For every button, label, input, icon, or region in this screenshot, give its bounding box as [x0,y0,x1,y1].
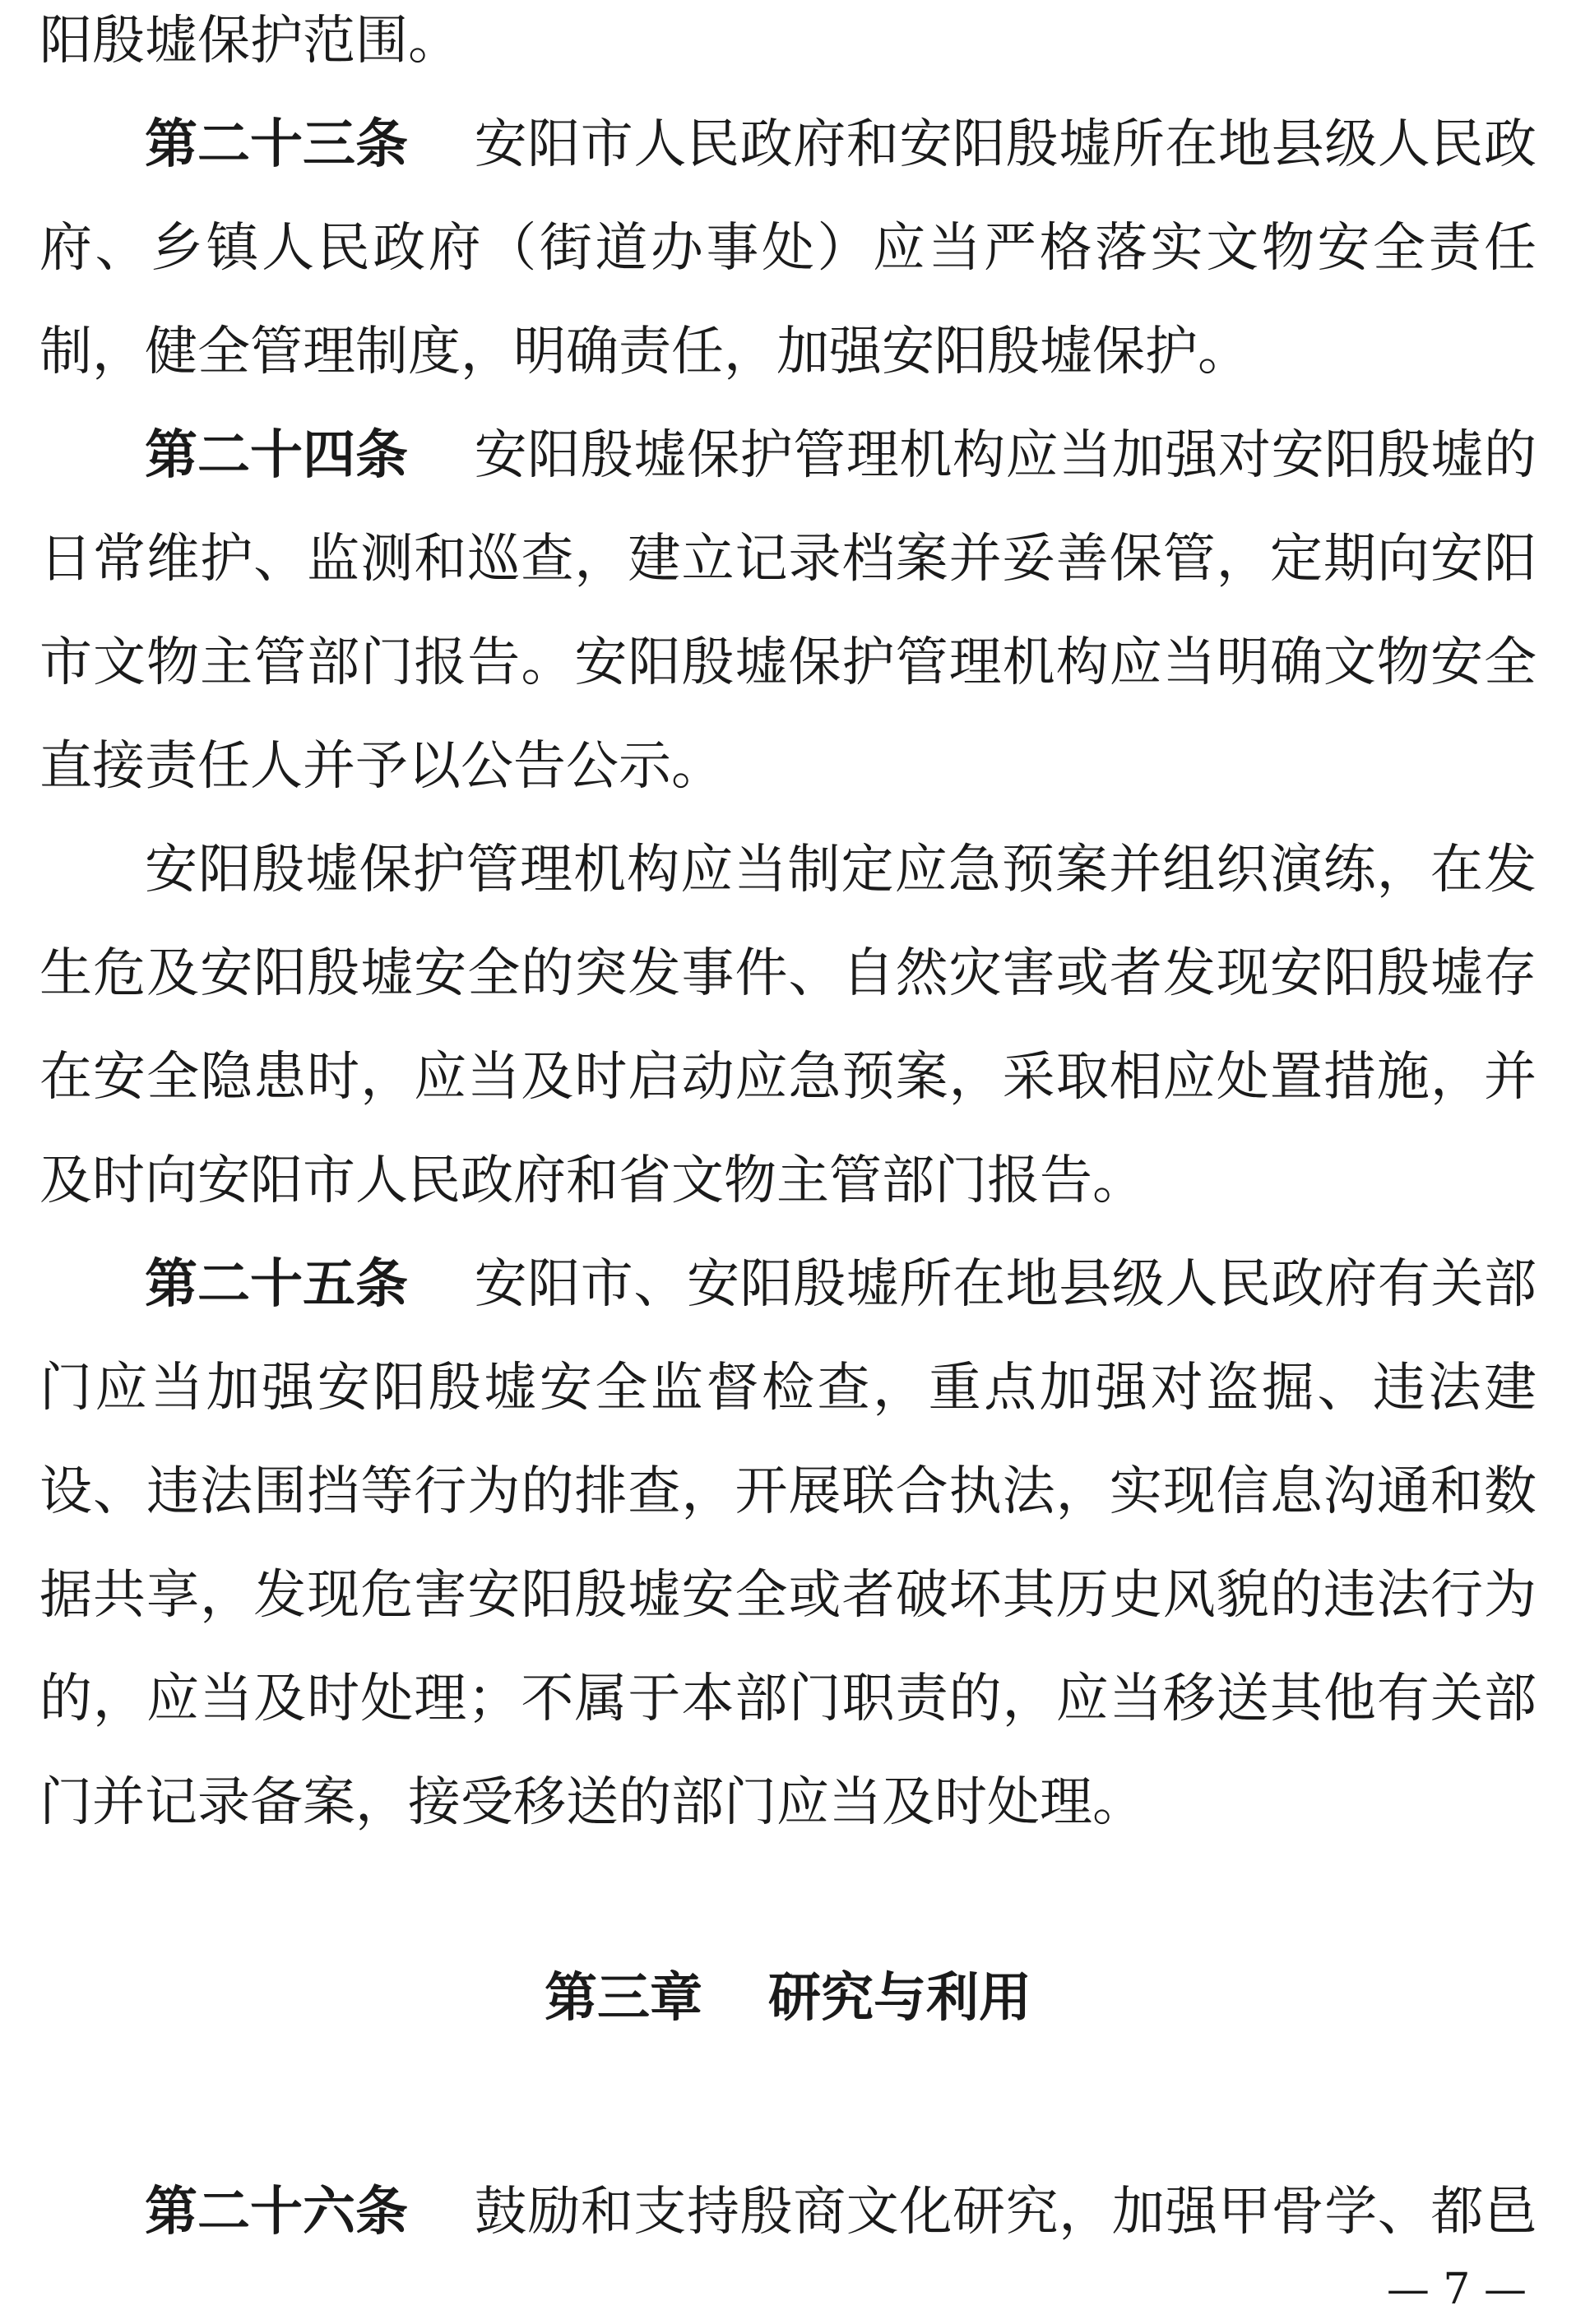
text-line-17: 的，应当及时处理；不属于本部门职责的，应当移送其他有关部 [39,1669,1537,1729]
chapter-number: 第三章 [545,1968,702,2029]
text-line-8: 直接责任人并予以公告公示。 [39,736,724,797]
article-23-text: 安阳市人民政府和安阳殷墟所在地县级人民政 [474,114,1537,175]
article-26-label: 第二十六条 [145,2182,408,2243]
article-23-first-line [145,104,1537,186]
article-24-first-line [145,414,1537,497]
text-line-10: 生危及安阳殷墟安全的突发事件、自然灾害或者发现安阳殷墟存 [39,943,1537,1004]
chapter-title: 研究与利用 [768,1968,1031,2029]
chapter-heading [0,1957,1576,2039]
article-24-text: 安阳殷墟保护管理机构应当加强对安阳殷墟的 [474,425,1537,486]
text-line-6: 日常维护、监测和巡查，建立记录档案并妥善保管，定期向安阳 [39,529,1537,590]
text-line-12: 及时向安阳市人民政府和省文物主管部门报告。 [39,1150,1145,1211]
article-25-first-line [145,1243,1537,1326]
text-line-3: 府、乡镇人民政府（街道办事处）应当严格落实文物安全责任 [39,218,1537,279]
article-25-text: 安阳市、安阳殷墟所在地县级人民政府有关部 [474,1254,1537,1315]
text-line-18: 门并记录备案，接受移送的部门应当及时处理。 [39,1772,1145,1833]
article-25-label: 第二十五条 [145,1254,408,1315]
article-23-label: 第二十三条 [145,114,408,175]
text-line-15: 设、违法围挡等行为的排查，开展联合执法，实现信息沟通和数 [39,1461,1537,1522]
text-line-16: 据共享，发现危害安阳殷墟安全或者破坏其历史风貌的违法行为 [39,1565,1537,1626]
article-24-label: 第二十四条 [145,425,408,486]
text-line-7: 市文物主管部门报告。安阳殷墟保护管理机构应当明确文物安全 [39,632,1537,693]
article-26-first-line [145,2171,1537,2253]
text-line-14: 门应当加强安阳殷墟安全监督检查，重点加强对盗掘、违法建 [39,1358,1537,1419]
article-26-text: 鼓励和支持殷商文化研究，加强甲骨学、都邑 [474,2182,1537,2243]
text-line-4: 制，健全管理制度，明确责任，加强安阳殷墟保护。 [39,322,1250,382]
text-line-9: 安阳殷墟保护管理机构应当制定应急预案并组织演练，在发 [145,840,1537,900]
text-line-1: 阳殷墟保护范围。 [39,11,461,72]
text-line-11: 在安全隐患时，应当及时启动应急预案，采取相应处置措施，并 [39,1047,1537,1108]
page-number: — 7 — [1386,2265,1527,2314]
